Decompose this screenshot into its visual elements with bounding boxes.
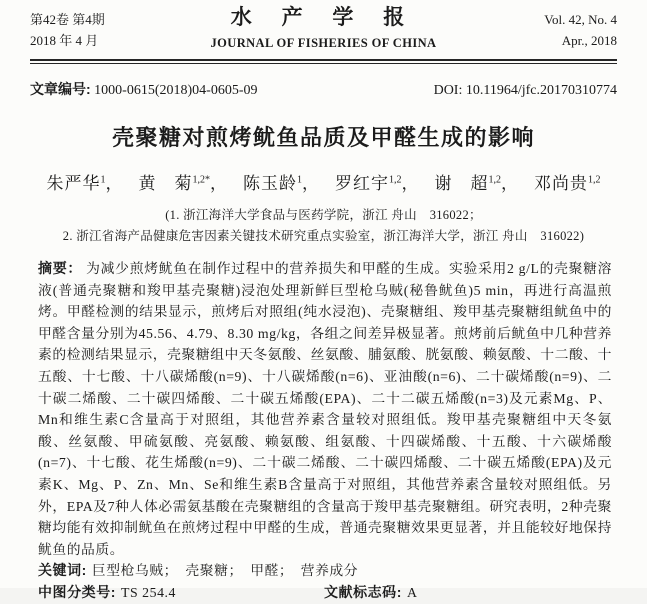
author-separator: ，: [210, 174, 228, 193]
keywords-line: [38, 560, 617, 582]
abstract: [38, 258, 612, 560]
article-title: 壳聚糖对煎烤鱿鱼品质及甲醛生成的影响: [111, 125, 535, 150]
author: 黄 菊$^{1,2*}$: [138, 174, 210, 193]
journal-title-en: JOURNAL OF FISHERIES OF CHINA: [210, 36, 437, 50]
classification-line: [38, 582, 617, 604]
article-number-value: 1000-0615(2018)04-0605-09: [94, 83, 258, 98]
journal-title-cn: 水 产 学 报: [230, 6, 417, 29]
author: 罗红宇$^{1,2}$: [335, 174, 402, 193]
article-number-label: 文章编号:: [30, 81, 91, 97]
meta-row: [30, 79, 617, 99]
author-separator: ，: [302, 174, 320, 193]
doi-value: 10.11964/jfc.20170310774: [465, 83, 617, 98]
date-cn: 2018 年 4 月: [30, 33, 99, 48]
clc-label: 中图分类号:: [38, 583, 116, 600]
masthead: [30, 6, 617, 54]
author: 陈玉龄$^1$: [243, 174, 302, 193]
doc-code-group: [324, 582, 417, 604]
date-en: Apr., 2018: [561, 33, 617, 48]
clc-group: [38, 582, 176, 604]
author-separator: ，: [501, 174, 519, 193]
volume-issue-cn: 第42卷 第4期: [30, 12, 105, 27]
affiliation-1: (1. 浙江海洋大学食品与医药学院，浙江 舟山 316022；: [165, 208, 482, 222]
abstract-label: 摘要：: [38, 260, 83, 276]
masthead-center: [180, 6, 467, 54]
abstract-text: 为减少煎烤鱿鱼在制作过程中的营养损失和甲醛的生成。实验采用2 g/L的壳聚糖溶液(普通壳聚糖和羧甲基壳聚糖)浸泡处理新鲜巨型枪乌贼(秘鲁鱿鱼)5 min，再进行高温煎烤。甲醛检测的结果显示，煎烤后对照组(纯水浸泡)、壳聚糖组、羧甲基壳聚糖组鱿鱼中的甲醛含量分别为45.56、4.79、8.30 mg/kg，各组之间差异极显著。煎烤前后鱿鱼中几种营养素的检测结果显示，壳聚糖组中天冬氨酸、丝氨酸、脯氨酸、胱氨酸、赖氨酸、十二酸、十五酸、十七酸、十八碳烯酸(n=9)、十八碳烯酸(n=6)、亚油酸(n=6)、二十碳烯酸(n=9)、二十碳二烯酸、二十碳四烯酸、二十碳五烯酸(EPA)、二十二碳五烯酸(n=3)及元素Mg、P、Mn和维生素C含量高于对照组，其他营养素含量较对照组低。羧甲基壳聚糖组中天冬氨酸、丝氨酸、甲硫氨酸、亮氨酸、赖氨酸、组氨酸、十四碳烯酸、十五酸、十六碳烯酸(n=7)、十七酸、花生烯酸(n=9)、二十碳二烯酸、二十碳四烯酸、二十碳五烯酸(EPA)及元素K、Mg、P、Zn、Mn、Se和维生素B含量高于对照组，其他营养素含量较对照组低。另外，EPA及7种人体必需氨基酸在壳聚糖组的含量高于羧甲基壳聚糖组。研究表明，2种壳聚糖均能有效抑制鱿鱼在煎烤过程中甲醛的生成，普通壳聚糖效果更显著，并且能较好地保持鱿鱼的品质。: [38, 261, 612, 557]
doi-label: DOI:: [433, 83, 463, 98]
masthead-right: [467, 6, 617, 51]
doc-code-value: A: [406, 584, 418, 600]
author: 朱严华$^1$: [46, 174, 106, 193]
author-separator: ，: [105, 174, 124, 193]
author: 谢 超$^{1,2}$: [434, 174, 501, 193]
keywords-text: 巨型枪乌贼； 壳聚糖； 甲醛； 营养成分: [91, 563, 359, 579]
article-number: [30, 79, 257, 99]
author: 邓尚贵$^{1,2}$: [534, 174, 601, 193]
authors-line: [30, 172, 617, 196]
doi: [434, 83, 617, 99]
keywords-label: 关键词:: [38, 562, 87, 579]
doc-code-label: 文献标志码:: [323, 583, 402, 600]
affiliations: [30, 205, 617, 247]
masthead-left: [30, 6, 180, 51]
volume-issue-en: Vol. 42, No. 4: [544, 12, 617, 27]
affiliation-2: 2. 浙江省海产品健康危害因素关键技术研究重点实验室，浙江海洋大学，浙江 舟山 316022): [62, 229, 585, 243]
author-separator: ，: [401, 174, 420, 193]
masthead-rule: [30, 59, 617, 64]
clc-value: TS 254.4: [120, 584, 176, 600]
